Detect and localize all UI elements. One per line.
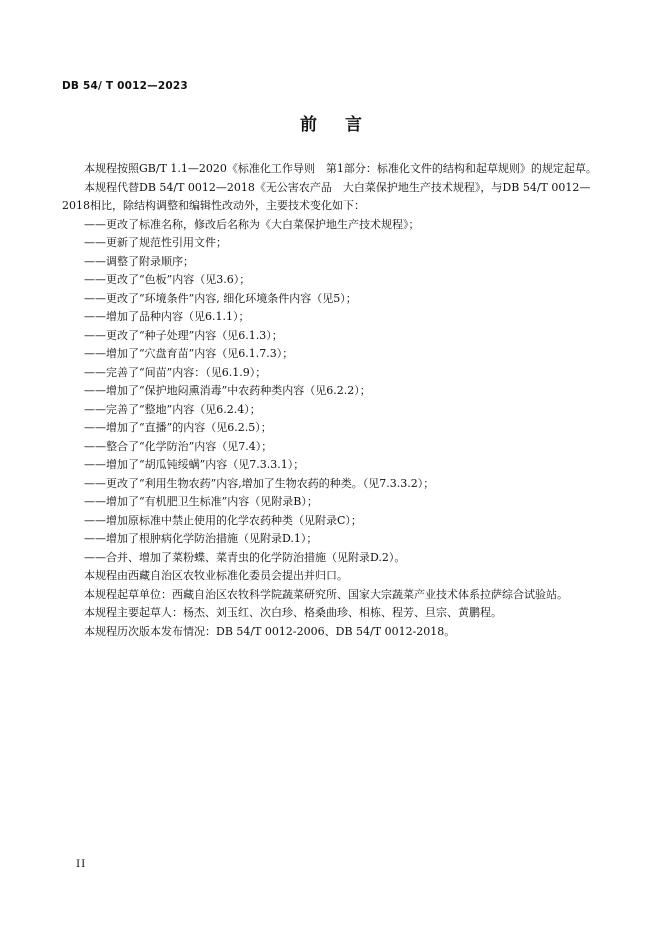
paragraph-drafters: 本规程主要起草人：杨杰、刘玉红、次白珍、格桑曲珍、相栋、程芳、旦宗、黄鹏程。 (84, 606, 502, 619)
list-item: ——更改了“种子处理”内容（见6.1.3）； (84, 328, 283, 342)
list-item: ——增加了根肿病化学防治措施（见附录D.1）； (84, 532, 318, 545)
list-item: ——更新了规范性引用文件； (84, 236, 227, 249)
document-code: DB 54/ T 0012—2023 (62, 80, 188, 92)
foreword-body (62, 160, 600, 641)
page-number: II (76, 858, 87, 870)
list-item: ——增加了“保护地闷熏消毒”中农药种类内容（见6.2.2）； (84, 384, 371, 397)
list-item: ——更改了“色板”内容（见3.6）； (84, 273, 251, 286)
paragraph-drafting-units: 本规程起草单位：西藏自治区农牧科学院蔬菜研究所、国家大宗蔬菜产业技术体系拉萨综合试验站。 (84, 587, 568, 601)
list-item: ——更改了标准名称，修改后名称为《大白菜保护地生产技术规程》； (84, 217, 420, 231)
paragraph-drafting-rules: 本规程按照GB/T 1.1—2020《标准化工作导则 第1部分：标准化文件的结构和起草规则》的规定起草。 (84, 162, 597, 175)
list-item: ——增加原标准中禁止使用的化学农药种类（见附录C）； (84, 513, 362, 527)
list-item: ——调整了附录顺序； (84, 254, 194, 268)
list-item: ——更改了“环境条件”内容, 细化环境条件内容（见5）； (84, 291, 357, 305)
list-item: ——增加了“有机肥卫生标准”内容（见附录B）； (84, 495, 318, 508)
changes-list (62, 216, 600, 568)
paragraph-replacement: 本规程代替DB 54/T 0012—2018《无公害农产品 大白菜保护地生产技术规程》，与DB 54/T 0012—2018相比，除结构调整和编辑性改动外，主要技术变化如下： (62, 180, 591, 212)
list-item: ——增加了“胡瓜钝绥螨”内容（见7.3.3.1）； (84, 458, 305, 471)
list-item: ——整合了“化学防治”内容（见7.4）； (84, 439, 273, 453)
paragraph-version-history: 本规程历次版本发布情况：DB 54/T 0012-2006、DB 54/T 0012-2018。 (84, 624, 456, 638)
list-item: ——完善了“间苗”内容：（见6.1.9）； (84, 365, 267, 379)
list-item: ——增加了“直播”的内容（见6.2.5）； (84, 421, 272, 434)
list-item: ——更改了“利用生物农药”内容,增加了生物农药的种类。（见7.3.3.2）； (84, 476, 435, 490)
paragraph-proposer: 本规程由西藏自治区农牧业标准化委员会提出并归口。 (84, 569, 348, 582)
page-title: 前言 (300, 115, 390, 135)
list-item: ——增加了品种内容（见6.1.1）； (84, 310, 250, 323)
list-item: ——完善了“整地”内容（见6.2.4）； (84, 402, 261, 416)
list-item: ——增加了“穴盘育苗”内容（见6.1.7.3）； (84, 347, 294, 360)
list-item: ——合并、增加了菜粉蝶、菜青虫的化学防治措施（见附录D.2）。 (84, 550, 406, 564)
